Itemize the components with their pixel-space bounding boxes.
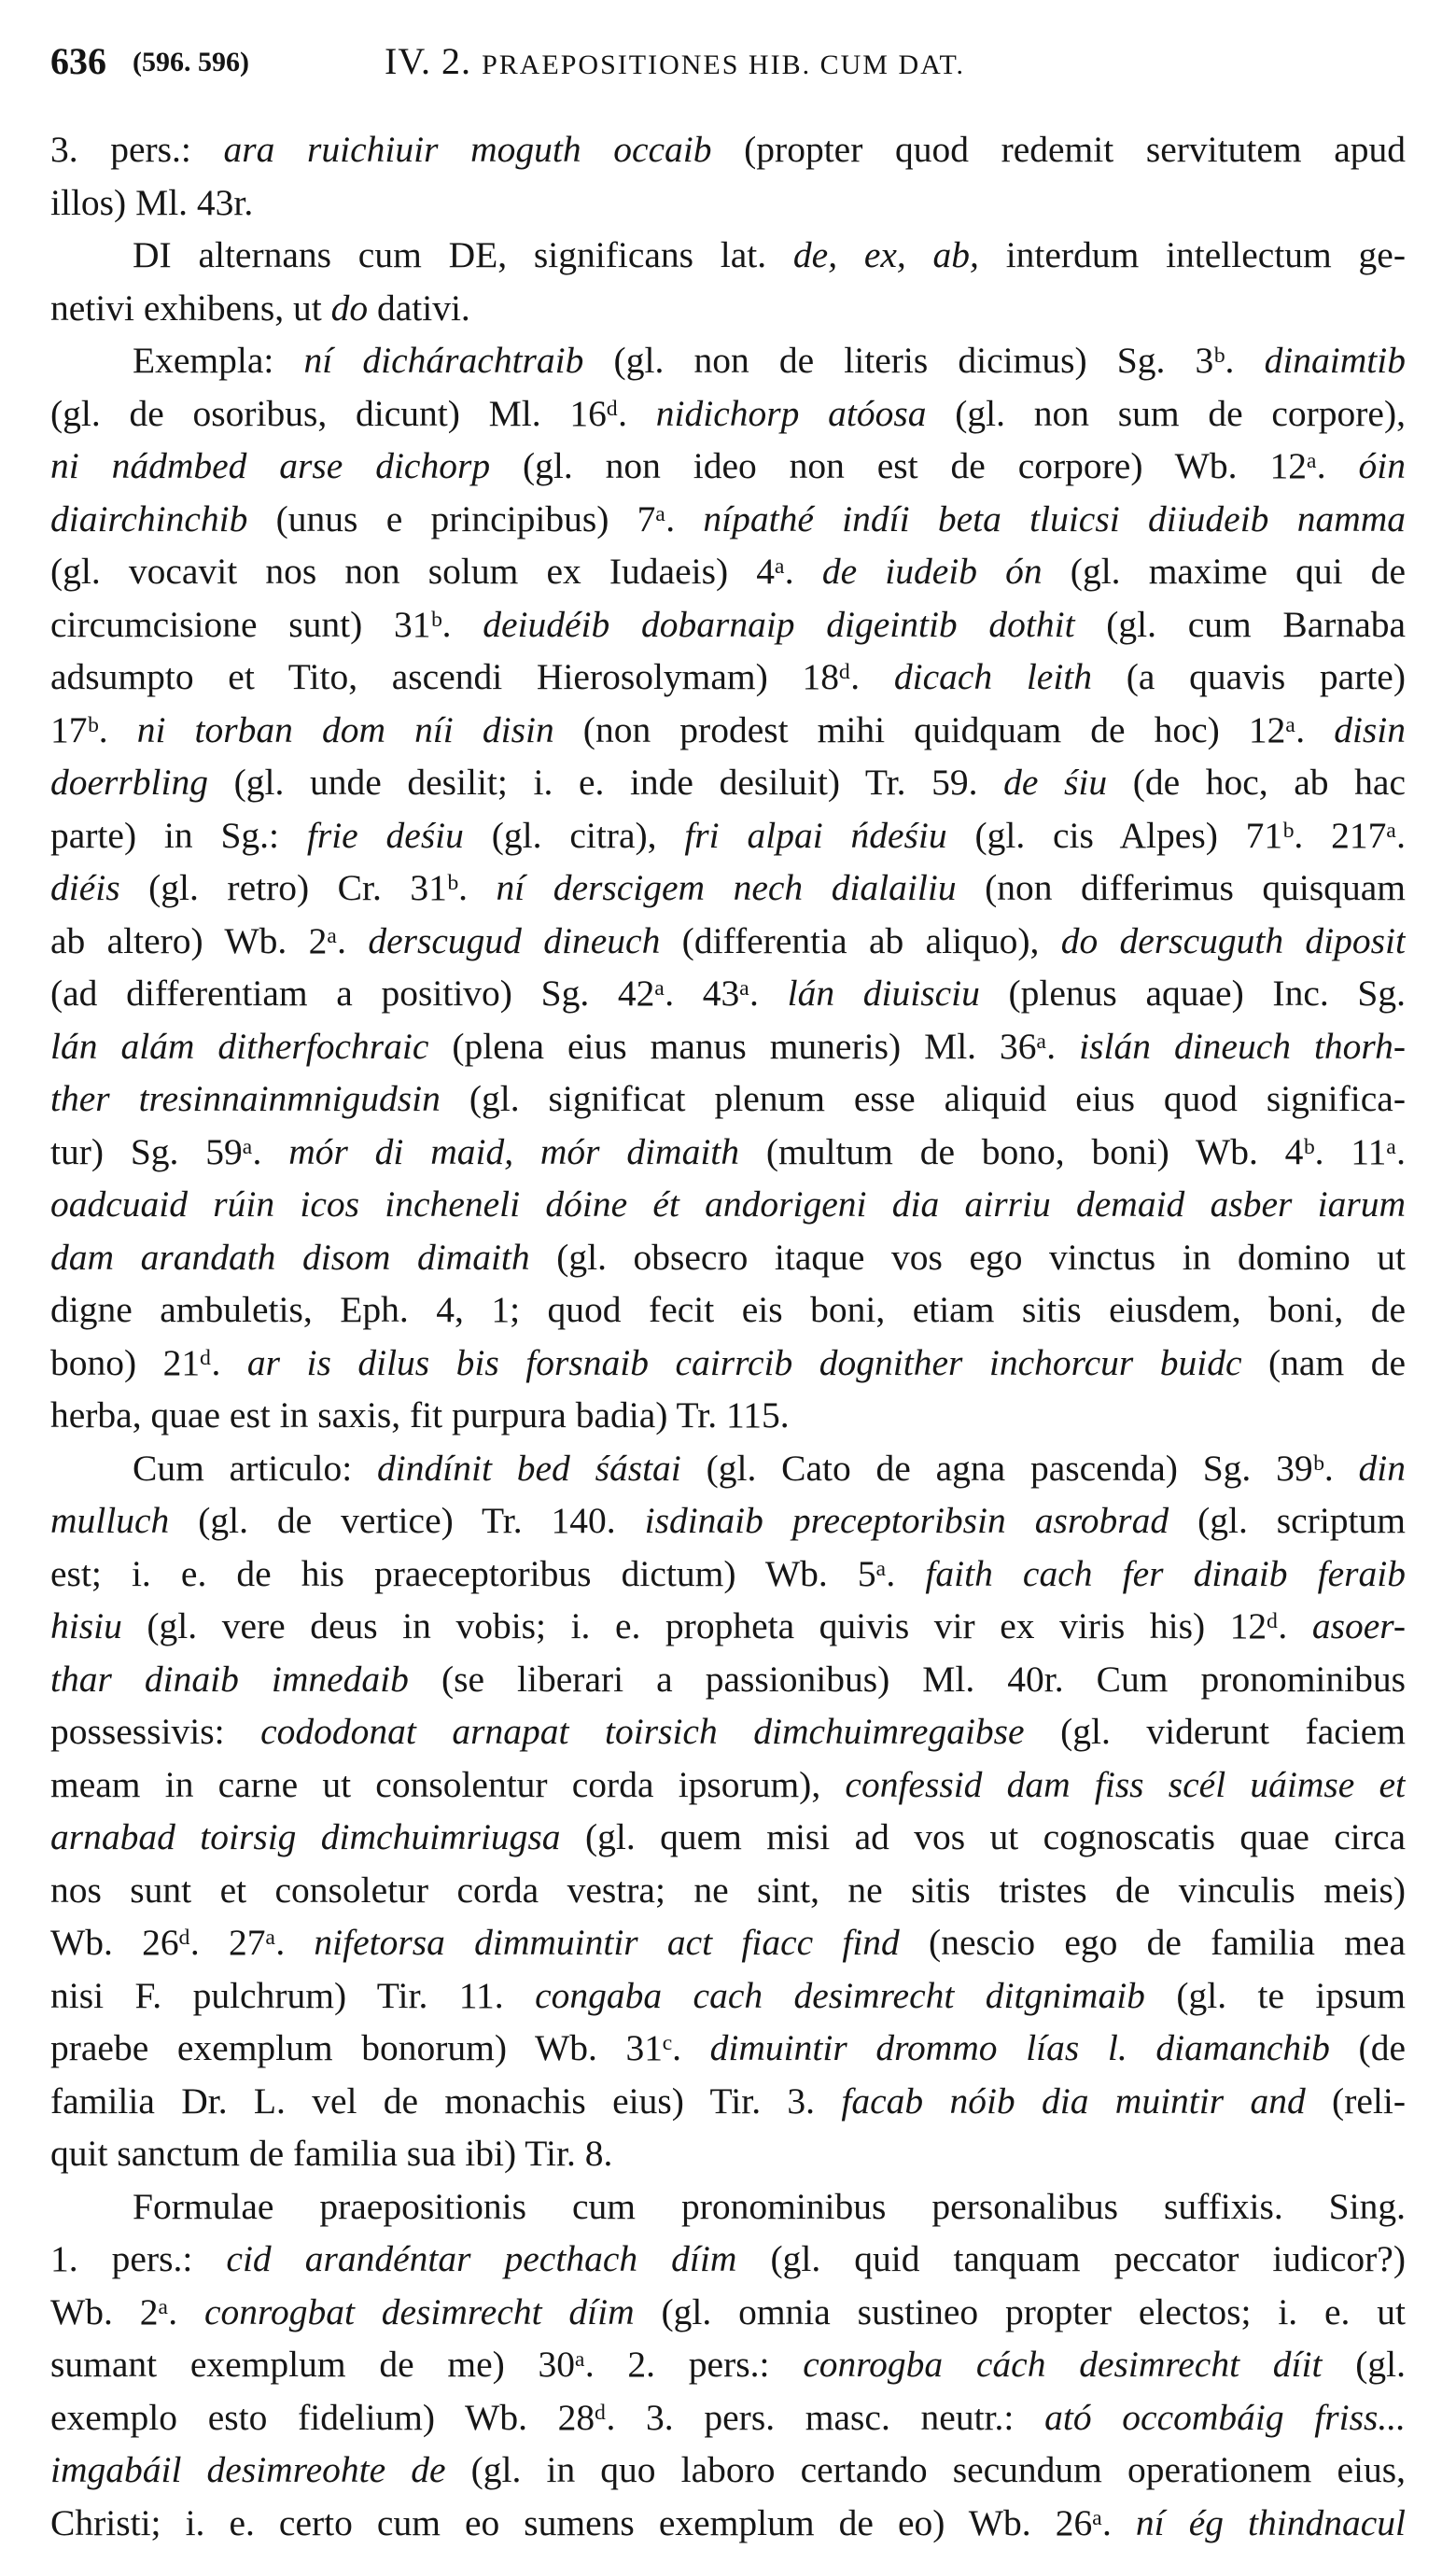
latin-text: (gl. viderunt faciem [1025, 1711, 1406, 1752]
text-line [50, 2497, 1406, 2549]
irish-gloss: ara ruichiuir moguth occaib [224, 129, 712, 170]
text-line [50, 1548, 1406, 1601]
irish-gloss: cid arandéntar pecthach díim [226, 2238, 736, 2279]
latin-text: nisi F. pulchrum) Tir. 11. [50, 1975, 535, 2016]
text-line [50, 861, 1406, 915]
latin-text: (a quavis parte) [1092, 656, 1406, 697]
text-line [50, 545, 1406, 598]
latin-text: (multum de bono, boni) Wb. 4ᵇ. 11ᵃ. [739, 1131, 1406, 1172]
latin-text: (gl. quem misi ad vos ut cognoscatis quae circa [561, 1816, 1406, 1857]
latin-text: (plenus aquae) Inc. Sg. [980, 973, 1406, 1014]
irish-gloss: facab nóib dia muintir and [841, 2080, 1305, 2122]
latin-text: (non differimus quisquam [957, 867, 1406, 908]
irish-gloss: ní derscigem nech dialailiu [497, 867, 957, 908]
text-line [50, 176, 1406, 230]
latin-text: (gl. significat plenum esse aliquid eius quod significa- [441, 1078, 1406, 1119]
irish-gloss: islán dineuch thorh- [1079, 1026, 1406, 1067]
latin-text: bono) 21ᵈ. [50, 1342, 247, 1383]
text-line [50, 1442, 1406, 1495]
irish-gloss: isdinaib preceptoribsin asrobrad [645, 1500, 1169, 1541]
irish-gloss: ní dichárachtraib [304, 340, 584, 381]
latin-text: (gl. unde desilit; i. e. inde desiluit) Tr. 59. [208, 762, 1003, 803]
latin-text: digne ambuletis, Eph. 4, 1; quod fecit eis boni, etiam sitis eiusdem, boni, de [50, 1289, 1406, 1330]
irish-gloss: imgabáil desimreohte de [50, 2449, 446, 2490]
latin-text: (unus e principibus) 7ᵃ. [247, 498, 703, 539]
body-text [50, 123, 1406, 2549]
irish-gloss: de iudeib ón [822, 551, 1043, 592]
text-line [50, 1653, 1406, 1706]
text-line [50, 493, 1406, 546]
irish-gloss: dindínit bed śástai [377, 1448, 681, 1489]
text-line [50, 1758, 1406, 1812]
text-line [50, 1494, 1406, 1548]
latin-text: (gl. te ipsum [1145, 1975, 1406, 2016]
latin-text: (de [1330, 2027, 1406, 2068]
text-line [50, 2022, 1406, 2075]
running-title: PRAEPOSITIONES HIB. CUM DAT. [482, 49, 965, 80]
latin-text: (gl. cis Alpes) 71ᵇ. 217ᵃ. [947, 815, 1406, 856]
irish-gloss: congaba cach desimrecht ditgnimaib [535, 1975, 1145, 2016]
latin-text: (reli- [1306, 2080, 1406, 2122]
irish-gloss: ni torban dom níi disin [137, 709, 554, 750]
irish-gloss: diéis [50, 867, 120, 908]
latin-text: interdum intellectum ge- [979, 234, 1406, 275]
latin-text: (propter quod redemit servitutem apud [712, 129, 1406, 170]
text-line [50, 440, 1406, 493]
text-line [50, 1231, 1406, 1284]
text-line [50, 2444, 1406, 2497]
irish-gloss: do [331, 287, 369, 329]
latin-text: Wb. 26ᵈ. 27ᵃ. [50, 1922, 314, 1963]
latin-text: herba, quae est in saxis, fit purpura badia) Tr. 115. [50, 1394, 790, 1436]
latin-text: exemplo esto fidelium) Wb. 28ᵈ. 3. pers. masc. neutr.: [50, 2397, 1044, 2438]
irish-gloss: nípathé indíi beta tluicsi diiudeib namma [703, 498, 1406, 539]
latin-text: (differentia ab aliquo), [660, 920, 1060, 961]
text-line [50, 1020, 1406, 1073]
latin-text: (gl. de vertice) Tr. 140. [169, 1500, 644, 1541]
latin-text: (nam de [1242, 1342, 1406, 1383]
latin-text: circumcisione sunt) 31ᵇ. [50, 604, 483, 645]
irish-gloss: hisiu [50, 1605, 122, 1646]
latin-text: Christi; i. e. certo cum eo sumens exemplum de eo) Wb. 26ᵃ. [50, 2502, 1136, 2543]
text-line [50, 1705, 1406, 1758]
latin-text: (nescio ego de familia mea [900, 1922, 1406, 1963]
irish-gloss: nifetorsa dimmuintir act fiacc find [314, 1922, 899, 1963]
latin-text: 3. pers.: [50, 129, 224, 170]
latin-text: praebe exemplum bonorum) Wb. 31ᶜ. [50, 2027, 710, 2068]
irish-gloss: din [1359, 1448, 1406, 1489]
page-reference: (596. 596) [133, 47, 249, 103]
irish-gloss: lán diuisciu [788, 973, 980, 1014]
latin-text: (gl. retro) Cr. 31ᵇ. [120, 867, 497, 908]
irish-gloss: do derscuguth diposit [1061, 920, 1406, 961]
text-line [50, 1969, 1406, 2023]
text-line [50, 651, 1406, 704]
irish-gloss: conrogba cách desimrecht díit [803, 2344, 1322, 2385]
text-line [50, 334, 1406, 387]
text-line [50, 1072, 1406, 1126]
irish-gloss: ar is dilus bis forsnaib cairrcib dognither inchorcur buidc [247, 1342, 1242, 1383]
irish-gloss: asoer- [1312, 1605, 1406, 1646]
latin-text: est; i. e. de his praeceptoribus dictum) Wb. 5ᵃ. [50, 1553, 925, 1594]
latin-text: (ad differentiam a positivo) Sg. 42ᵃ. 43ᵃ. [50, 973, 788, 1014]
text-line [50, 598, 1406, 651]
text-line [50, 2233, 1406, 2286]
latin-text: Wb. 2ᵃ. [50, 2291, 204, 2332]
latin-text: Formulae praepositionis cum pronominibus personalibus suffixis. Sing. [133, 2186, 1406, 2227]
latin-text: (gl. cum Barnaba [1075, 604, 1406, 645]
text-line [50, 1600, 1406, 1653]
irish-gloss: ther tresinnainmnigudsin [50, 1078, 441, 1119]
latin-text: (gl. in quo laboro certando secundum operationem eius, [446, 2449, 1406, 2490]
irish-gloss: dinaimtib [1265, 340, 1406, 381]
irish-gloss: mór di maid, mór dimaith [288, 1131, 739, 1172]
page-number: 636 [50, 39, 106, 95]
irish-gloss: ni nádmbed arse dichorp [50, 445, 490, 486]
latin-text: Exempla: [133, 340, 304, 381]
text-line [50, 704, 1406, 757]
text-line [50, 1811, 1406, 1864]
latin-text: (gl. non de literis dicimus) Sg. 3ᵇ. [583, 340, 1264, 381]
latin-text: tur) Sg. 59ᵃ. [50, 1131, 288, 1172]
irish-gloss: de śiu [1003, 762, 1107, 803]
text-line [50, 1916, 1406, 1969]
latin-text: (gl. scriptum [1169, 1500, 1406, 1541]
irish-gloss: mulluch [50, 1500, 169, 1541]
irish-gloss: cododonat arnapat toirsich dimchuimregaibse [260, 1711, 1024, 1752]
latin-text: sumant exemplum de me) 30ᵃ. 2. pers.: [50, 2344, 803, 2385]
text-line [50, 1389, 1406, 1442]
text-line [50, 282, 1406, 335]
irish-gloss: confessid dam fiss scél uáimse et [845, 1764, 1406, 1805]
section-number: IV. 2. [385, 40, 471, 82]
text-line [50, 229, 1406, 282]
latin-text: (gl. vere deus in vobis; i. e. propheta quivis vir ex viris his) 12ᵈ. [122, 1605, 1312, 1646]
latin-text: meam in carne ut consolentur corda ipsorum), [50, 1764, 845, 1805]
latin-text: (gl. omnia sustineo propter electos; i. e. ut [635, 2291, 1406, 2332]
irish-gloss: derscugud dineuch [368, 920, 660, 961]
text-line [50, 387, 1406, 441]
text-line [50, 1126, 1406, 1179]
irish-gloss: conrogbat desimrecht díim [204, 2291, 635, 2332]
text-line [50, 1283, 1406, 1337]
latin-text: possessivis: [50, 1711, 260, 1752]
irish-gloss: doerrbling [50, 762, 208, 803]
latin-text: dativi. [368, 287, 470, 329]
irish-gloss: fri alpai ńdeśiu [684, 815, 946, 856]
irish-gloss: dam arandath disom dimaith [50, 1237, 530, 1278]
irish-gloss: diairchinchib [50, 498, 247, 539]
irish-gloss: deiudéib dobarnaip digeintib dothit [483, 604, 1074, 645]
irish-gloss: ní ég thindnacul [1136, 2502, 1406, 2543]
text-line [50, 809, 1406, 862]
latin-text: (gl. Cato de agna pascenda) Sg. 39ᵇ. [681, 1448, 1359, 1489]
latin-text: (gl. vocavit nos non solum ex Iudaeis) 4ᵃ. [50, 551, 822, 592]
latin-text: netivi exhibens, ut [50, 287, 331, 329]
latin-text: (gl. [1322, 2344, 1406, 2385]
latin-text: (gl. obsecro itaque vos ego vinctus in domino ut [530, 1237, 1406, 1278]
text-line [50, 2338, 1406, 2391]
text-line [50, 1864, 1406, 1917]
irish-gloss: disin [1334, 709, 1406, 750]
text-line [50, 2075, 1406, 2128]
text-line [50, 1178, 1406, 1231]
latin-text: 1. pers.: [50, 2238, 226, 2279]
irish-gloss: oadcuaid rúin icos incheneli dóine ét andorigeni dia airriu demaid asber iarum [50, 1183, 1406, 1225]
latin-text: (plena eius manus muneris) Ml. 36ᵃ. [428, 1026, 1079, 1067]
latin-text: nos sunt et consoletur corda vestra; ne sint, ne sitis tristes de vinculis meis) [50, 1870, 1406, 1911]
latin-text: Cum articulo: [133, 1448, 377, 1489]
text-line [50, 756, 1406, 809]
latin-text: (gl. maxime qui de [1043, 551, 1406, 592]
text-line [50, 2127, 1406, 2180]
latin-text: (non prodest mihi quidquam de hoc) 12ᵃ. [554, 709, 1334, 750]
text-line [50, 915, 1406, 968]
latin-text: (gl. de osoribus, dicunt) Ml. 16ᵈ. [50, 393, 656, 434]
text-line [50, 2286, 1406, 2339]
irish-gloss: de, ex, ab, [793, 234, 979, 275]
latin-text: parte) in Sg.: [50, 815, 307, 856]
latin-text: 17ᵇ. [50, 709, 137, 750]
text-line [50, 967, 1406, 1020]
running-header [385, 39, 965, 95]
latin-text: (gl. quid tanquam peccator iudicor?) [736, 2238, 1406, 2279]
latin-text: (gl. non ideo non est de corpore) Wb. 12ᵃ. [490, 445, 1358, 486]
latin-text: (se liberari a passionibus) Ml. 40r. Cum pronominibus [409, 1659, 1406, 1700]
text-line [50, 1337, 1406, 1390]
text-line [50, 123, 1406, 176]
irish-gloss: dicach leith [894, 656, 1092, 697]
irish-gloss: thar dinaib imnedaib [50, 1659, 409, 1700]
irish-gloss: frie deśiu [307, 815, 464, 856]
irish-gloss: nidichorp atóosa [656, 393, 927, 434]
latin-text: ab altero) Wb. 2ᵃ. [50, 920, 368, 961]
latin-text: quit sanctum de familia sua ibi) Tir. 8. [50, 2133, 612, 2174]
irish-gloss: ató occombáig friss... [1044, 2397, 1406, 2438]
text-line [50, 2391, 1406, 2444]
latin-text: (gl. non sum de corpore), [926, 393, 1406, 434]
irish-gloss: dimuintir drommo lías l. diamanchib [710, 2027, 1330, 2068]
text-line [50, 2180, 1406, 2234]
irish-gloss: lán alám ditherfochraic [50, 1026, 428, 1067]
irish-gloss: arnabad toirsig dimchuimriugsa [50, 1816, 561, 1857]
latin-text: familia Dr. L. vel de monachis eius) Tir. 3. [50, 2080, 841, 2122]
latin-text: (gl. citra), [464, 815, 684, 856]
latin-text: illos) Ml. 43r. [50, 182, 253, 223]
latin-text: (de hoc, ab hac [1107, 762, 1406, 803]
latin-text: DI alternans cum DE, significans lat. [133, 234, 793, 275]
latin-text: adsumpto et Tito, ascendi Hierosolymam) 18ᵈ. [50, 656, 894, 697]
irish-gloss: faith cach fer dinaib feraib [925, 1553, 1406, 1594]
irish-gloss: óin [1359, 445, 1406, 486]
